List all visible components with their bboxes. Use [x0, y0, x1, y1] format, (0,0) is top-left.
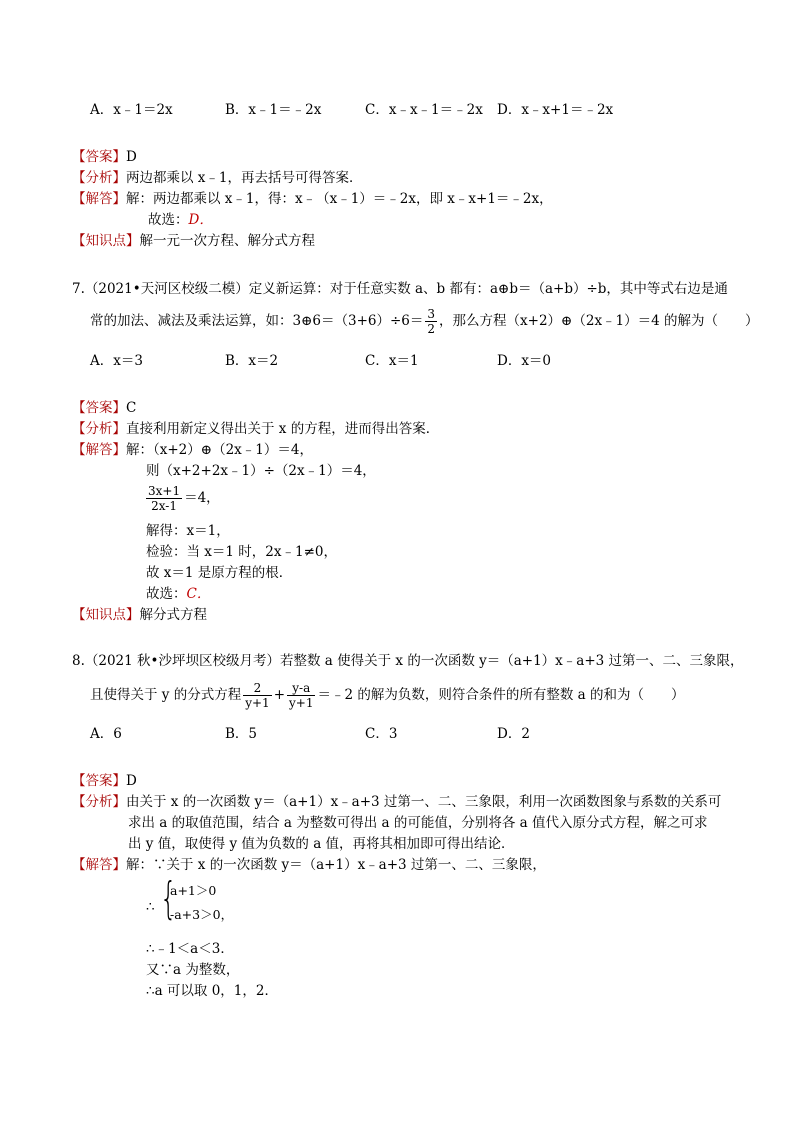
q8-stem-line1: 8.（2021 秋•沙坪坝区校级月考）若整数 a 使得关于 x 的一次函数 y＝（a+1）x﹣a+3 过第一、二、三象限，: [72, 653, 744, 669]
solution-label: 【解答】: [72, 857, 126, 873]
answer-label: 【答案】: [72, 773, 126, 789]
q7-stem-line1: 7.（2021•天河区校级二模）定义新运算：对于任意实数 a、b 都有：a⊕b＝（a+b）÷b，其中等式右边是通: [72, 281, 728, 297]
comma: ，: [220, 907, 234, 922]
knowledge-label: 【知识点】: [72, 233, 140, 249]
q8-analysis-line3: 出 y 值，取使得 y 值为负数的 a 值，再将其相加即可得出结论．: [128, 836, 515, 852]
q7-knowledge-row: [72, 606, 207, 624]
q7-option-d: D．x＝0: [497, 353, 552, 369]
system-line-1: a+1＞0: [170, 883, 217, 898]
fraction-three-halves: [425, 307, 437, 336]
q7-option-a: A．x＝3: [90, 353, 143, 369]
q8-analysis-line2: 求出 a 的取值范围，结合 a 为整数可得出 a 的可能值，分别将各 a 值代入原分式方程，解之可求: [128, 815, 708, 831]
q7-solution-line2: 则（x+2+2x﹣1）÷（2x﹣1）＝4，: [146, 463, 376, 479]
q7-answer-row: [72, 399, 136, 417]
q8-option-d: D．2: [497, 726, 530, 742]
choice-prefix: 故选：: [146, 586, 187, 602]
fraction-denominator: y+1: [289, 696, 314, 710]
fraction-2-over-y1: [243, 681, 271, 710]
solution-text: 解：（x+2）⊕（2x﹣1）＝4，: [126, 442, 313, 458]
q7-solution-fraction: [146, 482, 220, 514]
system-line-2: [170, 906, 233, 924]
q8-option-a: A．6: [90, 726, 122, 742]
analysis-label: 【分析】: [72, 421, 126, 437]
stem-text: ，那么方程（x+2）⊕（2x﹣1）＝4 的解为（ ）: [439, 313, 759, 329]
q6-option-c: C．x﹣x﹣1＝﹣2x: [365, 102, 483, 118]
analysis-text: 两边都乘以 x﹣1，再去括号可得答案．: [126, 170, 363, 186]
q7-analysis-row: [72, 420, 439, 438]
q7-solution-line6: 故 x＝1 是原方程的根．: [146, 565, 293, 581]
answer-label: 【答案】: [72, 400, 126, 416]
answer-label: 【答案】: [72, 149, 126, 165]
q6-solution-row: [72, 190, 553, 208]
q6-analysis-row: [72, 169, 363, 187]
solution-label: 【解答】: [72, 191, 126, 207]
solution-label: 【解答】: [72, 442, 126, 458]
fraction-numerator: 3: [427, 307, 436, 321]
q8-answer-row: [72, 772, 137, 790]
answer-value: C: [126, 400, 137, 416]
q6-solution-choice: [148, 211, 213, 229]
choice-value: D．: [188, 212, 213, 228]
fraction-denominator: 2: [427, 322, 436, 336]
fraction-ya-over-y1: [287, 681, 315, 710]
inequality: -a+3＞0: [170, 907, 221, 922]
q7-option-c: C．x＝1: [365, 353, 419, 369]
analysis-label: 【分析】: [72, 794, 126, 810]
answer-value: D: [126, 773, 137, 789]
knowledge-text: 解分式方程: [139, 607, 207, 623]
q8-option-b: B．5: [225, 726, 258, 742]
q8-solution-range: ∴﹣1＜a＜3．: [146, 941, 234, 957]
choice-prefix: 故选：: [148, 212, 189, 228]
q8-analysis-row: [72, 793, 721, 811]
analysis-text: 由关于 x 的一次函数 y＝（a+1）x﹣a+3 过第一、二、三象限，利用一次函数图象与系数的关系可: [126, 794, 722, 810]
solution-text: 解：∵关于 x 的一次函数 y＝（a+1）x﹣a+3 过第一、二、三象限，: [126, 857, 546, 873]
q7-solution-row: [72, 441, 313, 459]
q8-solution-row: [72, 856, 546, 874]
q6-option-d: D．x﹣x+1＝﹣2x: [497, 102, 614, 118]
q8-option-c: C．3: [365, 726, 398, 742]
q7-solution-line5: 检验：当 x＝1 时，2x﹣1≠0，: [146, 544, 337, 560]
q6-answer-row: [72, 148, 137, 166]
answer-value: D: [126, 149, 137, 165]
q6-option-a: A．x﹣1＝2x: [90, 102, 173, 118]
fraction-numerator: 3x+1: [148, 484, 181, 498]
solution-text: ＝4，: [184, 490, 220, 506]
q7-solution-choice: [146, 585, 210, 603]
solution-text: 解：两边都乘以 x﹣1，得：x﹣（x﹣1）＝﹣2x，即 x﹣x+1＝﹣2x，: [126, 191, 553, 207]
plus-sign: +: [273, 687, 285, 703]
fraction: [146, 484, 182, 513]
q8-solution-integer: 又∵a 为整数，: [146, 962, 240, 978]
q7-solution-line4: 解得：x＝1，: [146, 523, 230, 539]
analysis-label: 【分析】: [72, 170, 126, 186]
fraction-denominator: 2x-1: [151, 499, 177, 513]
stem-text: ＝﹣2 的解为负数，则符合条件的所有整数 a 的和为（ ）: [317, 687, 685, 703]
q8-stem-line2: [90, 680, 684, 710]
analysis-text: 直接利用新定义得出关于 x 的方程，进而得出答案．: [126, 421, 440, 437]
knowledge-text: 解一元一次方程、解分式方程: [139, 233, 315, 249]
q8-solution-values: ∴a 可以取 0，1，2．: [146, 983, 278, 999]
q6-knowledge-row: [72, 232, 315, 250]
fraction-denominator: y+1: [245, 696, 270, 710]
fraction-numerator: 2: [243, 681, 271, 696]
left-brace-icon: {: [160, 873, 177, 924]
stem-text: 常的加法、减法及乘法运算，如：3⊕6＝（3+6）÷6＝: [90, 313, 424, 329]
stem-text: 且使得关于 y 的分式方程: [90, 687, 242, 703]
knowledge-label: 【知识点】: [72, 607, 140, 623]
fraction-numerator: y-a: [287, 681, 315, 696]
choice-value: C．: [186, 586, 211, 602]
q7-option-b: B．x＝2: [225, 353, 279, 369]
q6-option-b: B．x﹣1＝﹣2x: [225, 102, 322, 118]
q7-stem-line2: [90, 306, 759, 336]
therefore-symbol: ∴: [146, 899, 155, 915]
